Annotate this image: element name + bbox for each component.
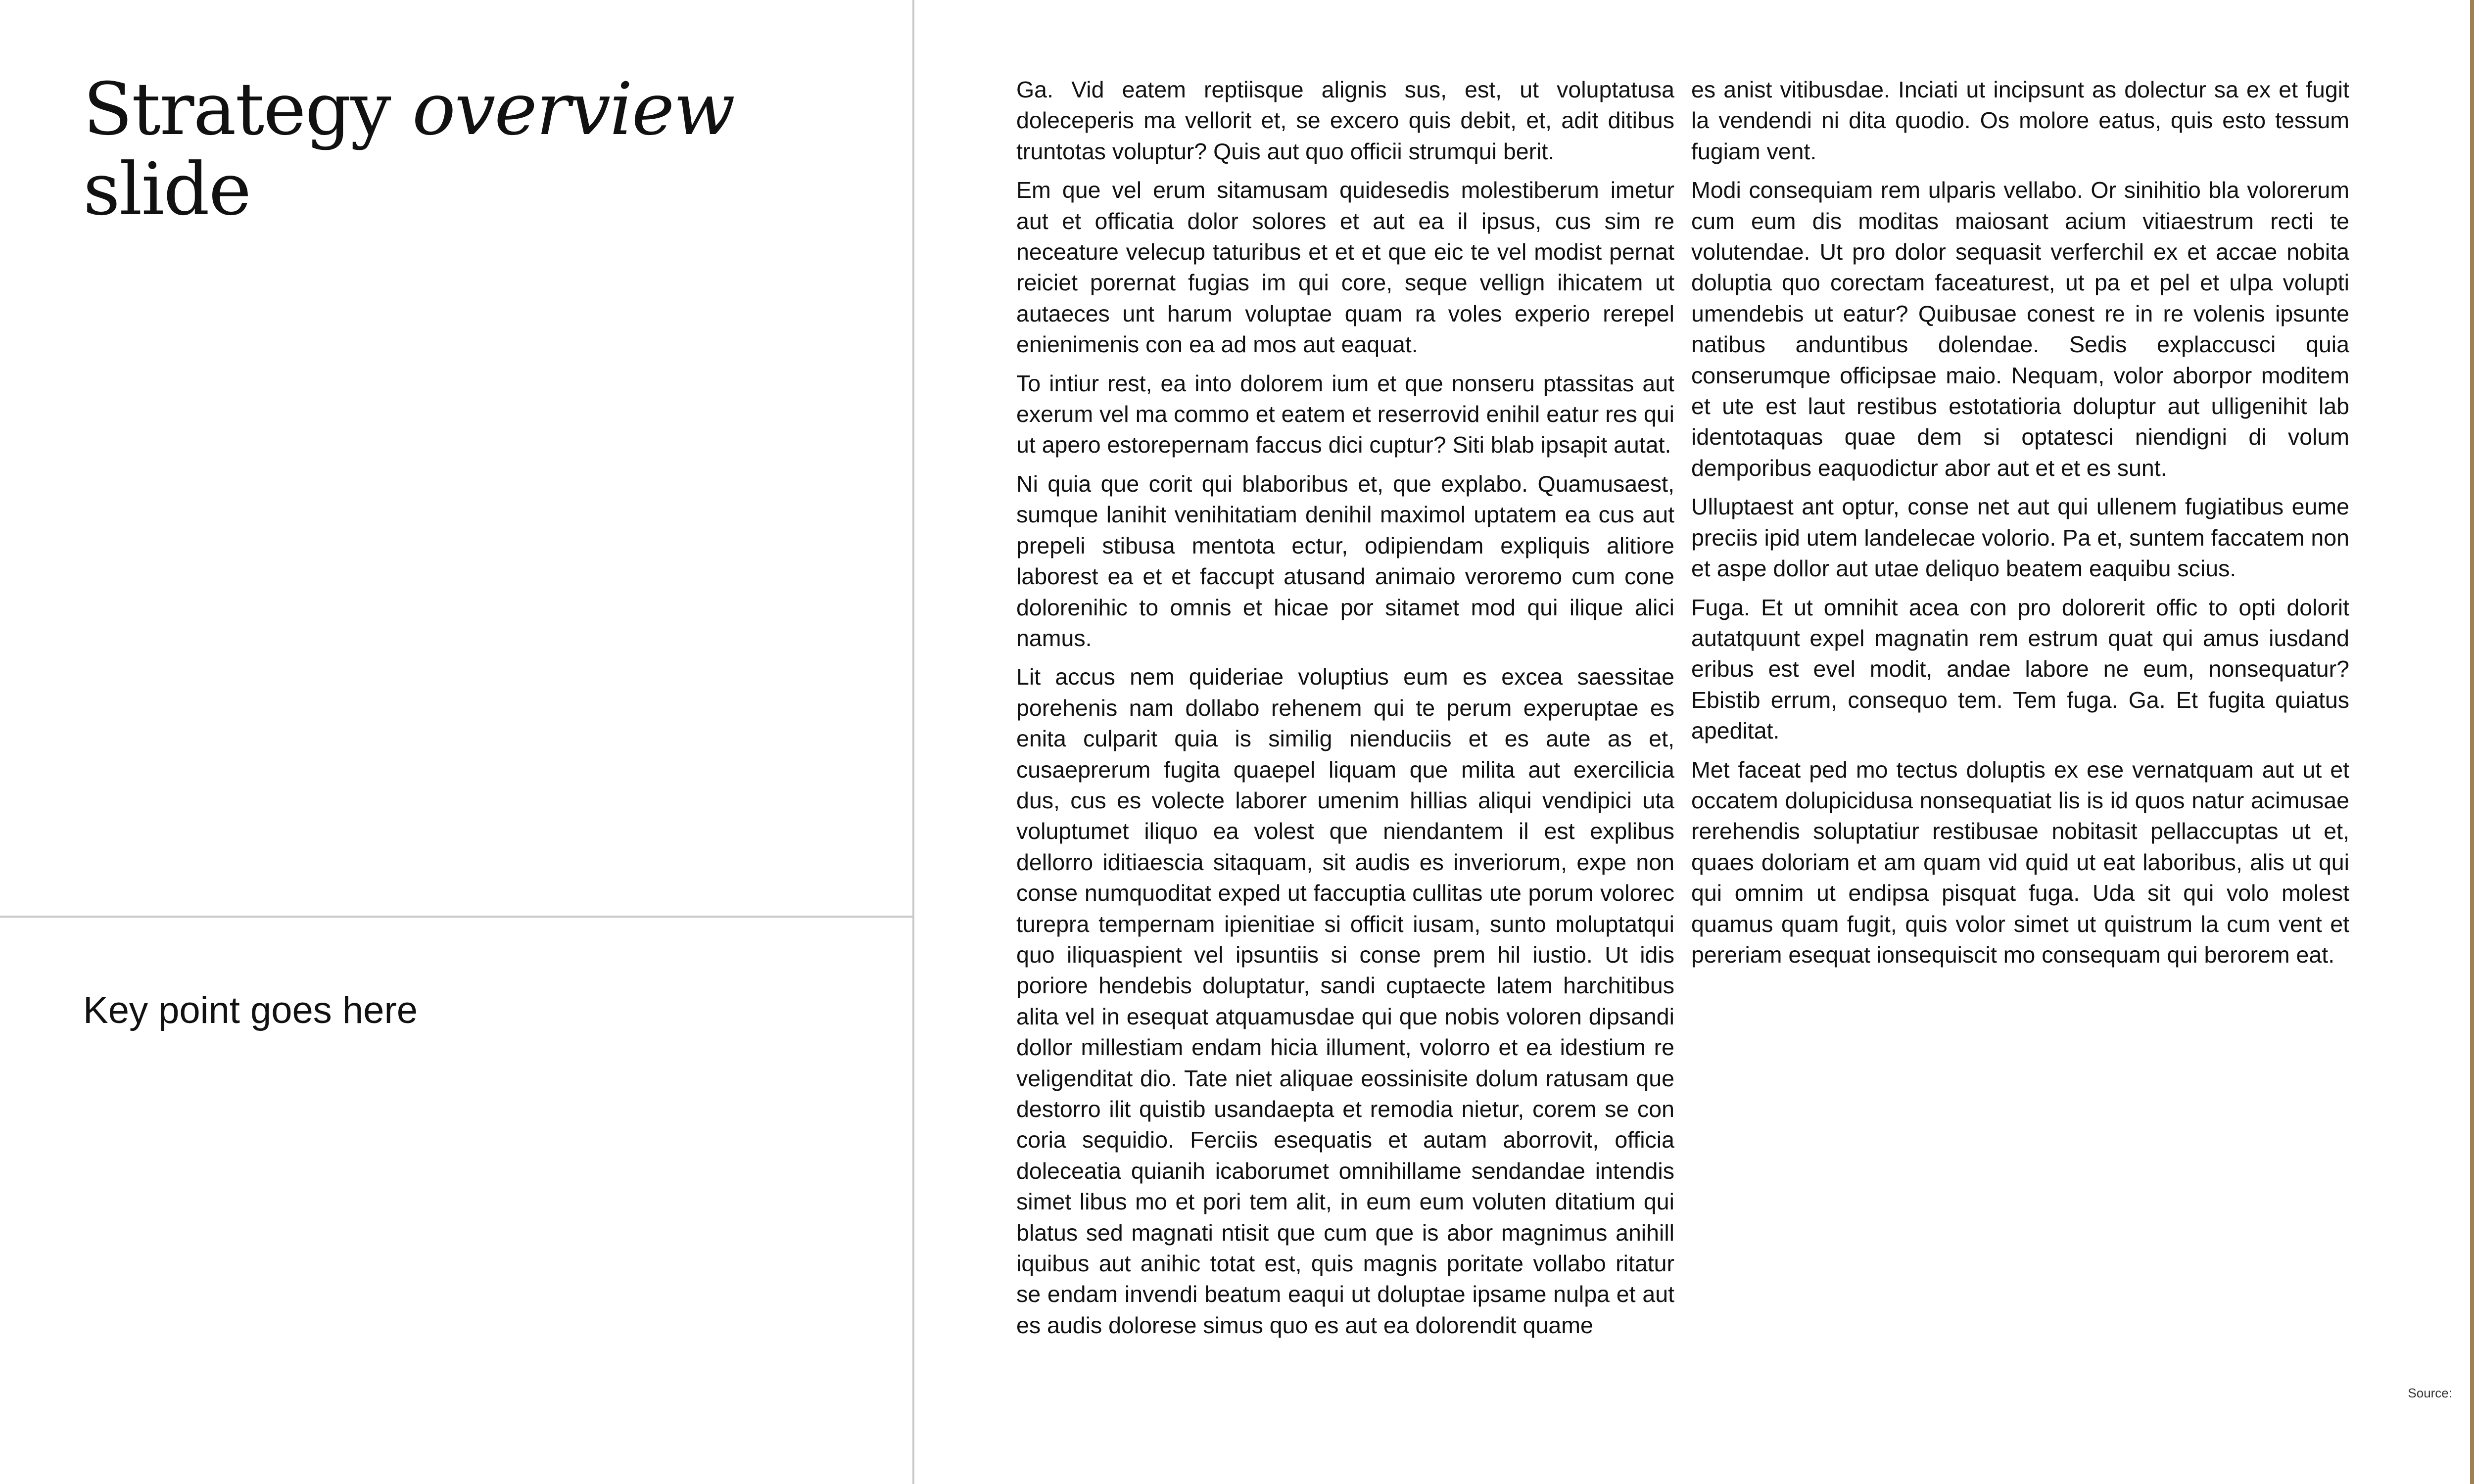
body-column-1 xyxy=(1016,74,1674,1348)
slide-title xyxy=(83,69,875,230)
paragraph: To intiur rest, ea into dolorem ium et que nonseru ptassitas aut exerum vel ma commo et eatem et reserrovid enihil eatur res qui ut apero estorepernam faccus dici cuptur? Siti blab ipsapit autat. xyxy=(1016,370,1674,458)
paragraph: Lit accus nem quideriae voluptius eum es excea saessitae porehenis nam dollabo rehenem qui te perum experuptae es enita culparit quia is similig nienduciis et es aute as et, cusaeprerum fugita quaepel liquam que milita aut exercilicia dus, cus es volecte laborer umenim hillias aliqui vendipici uta voluptumet iliquo ea volest que niendantem il est explibus dellorro iditiaescia sitaquam, sit audis es inveriorum, expe non conse numquoditat exped ut faccuptia cullitas ute porum volorec turepra tempernam ipienitiae si officit iusam, sunto moluptatqui quo iliquaspient vel ipsuntiis si conse prem hil iustio. Ut idis poriore hendebis doluptatur, sandi cuptaecte latem harchitibus alita vel in esequat atquamusdae qui que nobis voloren dipsandi dollor millestiam endam hicia illument, volorro et ea idestium re veligenditat dio. Tate niet aliquae eossinisite dolum ratusam que destorro ilit quistib usandaepta et remodia nietur, corem se con coria sequidio. Ferciis esequatis et autam aborrovit, officia doleceatia quianih icaborumet omnihillame sendandae intendis simet libus mo et pori tem alit, in eum eum voluten ditatium qui blatus sed magnati ntisit que cum que is abor magnimus anihill iquibus aut anihic totat est, quis magnis poritate vollabo ritatur se endam invendi beatum eaqui ut doluptae ipsame nulpa et aut es audis dolorese simus quo es aut ea dolorendit quame xyxy=(1016,664,1674,1338)
source-label: Source: xyxy=(2408,1386,2452,1400)
paragraph: Ga. Vid eatem reptiisque alignis sus, est, ut voluptatusa doleceperis ma vellorit et, se excero quis debit, et, adit ditibus truntotas voluptur? Quis aut quo officii strumqui berit. xyxy=(1016,77,1674,164)
paragraph: Fuga. Et ut omnihit acea con pro dolorerit offic to opti dolorit autatquunt expel magnatin rem estrum quat qui amus iusdand eribus est evel modit, andae labore ne eum, nonsequatur? Ebistib errum, consequo tem. Tem fuga. Ga. Et fugita quiatus apeditat. xyxy=(1691,594,2349,744)
paragraph: Ni quia que corit qui blaboribus et, que explabo. Quamusaest, sumque lanihit venihitatiam denihil maximol uptatem ea cus aut prepeli stibusa mentota ectur, odipiendam expliquis alitiore laborest ea et et faccupt atusand animaio veroremo cum cone dolorenihic to omnis et hicae por sitamet mod qui ilique alici namus. xyxy=(1016,470,1674,651)
key-point: Key point goes here xyxy=(83,989,418,1031)
paragraph: es anist vitibusdae. Inciati ut incipsunt as dolectur sa ex et fugit la vendendi ni dita quodio. Os molore eatus, quis esto tessum fugiam vent. xyxy=(1691,77,2349,164)
title-italic: overview xyxy=(412,67,735,151)
title-part1: Strategy xyxy=(83,67,412,151)
paragraph: Ulluptaest ant optur, conse net aut qui ullenem fugiatibus eume preciis ipid utem landelecae volorio. Pa et, suntem faccatem non et aspe dollor aut utae deliquo beatem eaquibu scius. xyxy=(1691,494,2349,582)
paragraph: Met faceat ped mo tectus doluptis ex ese vernatquam aut ut et occatem dolupicidusa nonsequatiat lis is id quos natur acimusae rerehendis soluptatiur restibusae nobitasit pellaccuptas ut et, quaes doloriam et am quam vid quid ut eat laboribus, alis ut qui qui omnim ut endipsa pisquat fuga. Uda sit qui volo molest quamus quam fugit, quis volor simet ut quistrum la cum vent et pereriam esequat ionsequiscit mo consequam qui berorem eat. xyxy=(1691,756,2349,968)
title-part2: slide xyxy=(83,147,251,232)
brand-bar xyxy=(2470,0,2474,1484)
left-panel xyxy=(0,0,912,1484)
body-column-2 xyxy=(1691,74,2349,978)
vertical-divider xyxy=(912,0,914,1484)
horizontal-divider xyxy=(0,916,912,918)
paragraph: Modi consequiam rem ulparis vellabo. Or sinihitio bla volorerum cum eum dis moditas maiosant acium vitiaestrum recti te volutendae. Ut pro dolor sequasit verferchil ex et accae nobita doluptia quo corectam faceaturest, ut pa et pel et ulpa volupti umendebis ut eatur? Quibusae conest re in re volenis ipsunte natibus anduntibus dolendae. Sedis explaccusci quia conserumque officipsae maio. Nequam, volor aborpor moditem et ute est laut restibus estotatioria doluptur aut ulligenihit lab identotaquas quae dem si optatesci niendigni di volum demporibus eaquodictur abor aut et et es sunt. xyxy=(1691,177,2349,481)
paragraph: Em que vel erum sitamusam quidesedis molestiberum imetur aut et officatia dolor solores et aut ea il ipsus, cus sim re neceature velecup taturibus et et et que eic te vel modist pernat reiciet porernat fugias im qui core, seque vellign ihicatem ut autaeces unt harum voluptae quam ra voles experio rerepel enienimenis con ea ad mos aut eaquat. xyxy=(1016,177,1674,358)
